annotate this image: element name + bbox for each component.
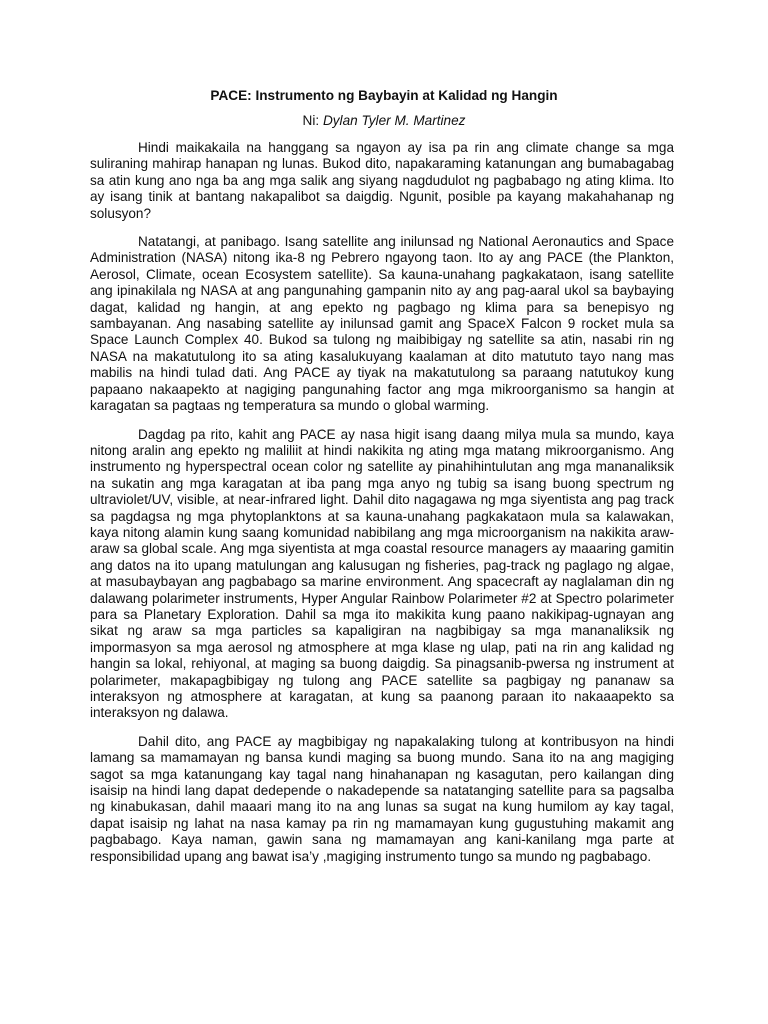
author-name: Dylan Tyler M. Martinez (322, 113, 466, 128)
paragraph-4: Dahil dito, ang PACE ay magbibigay ng napakalaking tulong at kontribusyon na hindi lamang sa mamamayan ng bansa kundi maging sa buong mundo. Sana ito na ang magiging sagot sa mga katanungang kay tagal nang hinahanapan ng kasagutan, pero kailangan ding isaisip na hindi lang dapat dedepende o nakadepende sa natatanging satellite para sa pagsalba ng kinabukasan, dahil maaari mang ito na ang lunas sa sugat na kung humilom ay kay tagal, dapat isaisip ng lahat na nasa kamay pa rin ng mamamayan kung gugustuhing makamit ang pagbabago. Kaya naman, gawin sana ng mamamayan ang kani-kanilang mga parte at responsibilidad upang ang bawat isa’y ,magiging instrumento tungo sa mundo ng pagbabago. (90, 733, 674, 864)
document-title: PACE: Instrumento ng Baybayin at Kalidad ng Hangin (210, 88, 558, 103)
document-body (90, 140, 674, 877)
paragraph-2: Natatangi, at panibago. Isang satellite ang inilunsad ng National Aeronautics and Space Administration (NASA) nitong ika-8 ng Pebrero ngayong taon. Ito ay ang PACE (the Plankton, Aerosol, Climate, ocean Ecosystem satellite). Sa kauna-unahang pagkakataon, isang satellite ang ipinakilala ng NASA at ang pangunahing gampanin nito ay ang pag-aaral ukol sa baybaying dagat, kalidad ng hangin, at ang epekto ng pagbago ng klima para sa benepisyo ng sambayanan. Ang nasabing satellite ay inilunsad gamit ang SpaceX Falcon 9 rocket mula sa Space Launch Complex 40. Bukod sa tulong ng maibibigay ng satellite sa atin, nasabi rin ng NASA na makatutulong ito sa ating kasalukuyang kaalaman at dito matututo tayo nang mas mabilis na hindi tulad dati. Ang PACE ay tiyak na makatutulong sa paraang natutukoy kung papaano nakaapekto at nagiging pangunahing factor ang mga mikroorganismo sa hangin at karagatan sa pagtaas ng temperatura sa mundo o global warming. (90, 234, 674, 414)
byline-prefix: Ni: (302, 113, 320, 128)
paragraph-1: Hindi maikakaila na hanggang sa ngayon ay isa pa rin ang climate change sa mga suliraning mahirap hanapan ng lunas. Bukod dito, napakaraming katanungan ang bumabagabag sa atin kung ano nga ba ang mga salik ang siyang nagdudulot ng pagbabago ng ating klima. Ito ay isang tinik at bantang nakapalibot sa daigdig. Ngunit, posible pa kayang makahahanap ng solusyon? (90, 140, 674, 221)
byline (0, 112, 768, 130)
paragraph-3: Dagdag pa rito, kahit ang PACE ay nasa higit isang daang milya mula sa mundo, kaya nitong aralin ang epekto ng maliliit at hindi nakikita ng ating mga matang mikroorganismo. Ang instrumento ng hyperspectral ocean color ng satellite ay pinahihintulutan ang mga mananaliksik na sukatin ang mga karagatan at iba pang mga anyo ng tubig sa isang buong spectrum ng ultraviolet/UV, visible, at near-infrared light. Dahil dito nagagawa ng mga siyentista ang pag track sa pagdagsa ng mga phytoplanktons at sa kauna-unahang pagkakataon mula sa kalawakan, kaya nitong alamin kung saang komunidad nabibilang ang mga microorganism na nakikita araw-araw sa global scale. Ang mga siyentista at mga coastal resource managers ay maaaring gamitin ang datos na ito upang matulungan ang kalusugan ng fisheries, pag-track ng paglago ng algae, at masubaybayan ang pagbabago sa marine environment. Ang spacecraft ay naglalaman din ng dalawang polarimeter instruments, Hyper Angular Rainbow Polarimeter #2 at Spectro polarimeter para sa Planetary Exploration. Dahil sa mga ito makikita kung paano nakikipag-ugnayan ang sikat ng araw sa mga particles sa kapaligiran na nagbibigay sa mga mananaliksik ng impormasyon sa mga aerosol ng atmosphere at mga klase ng ulap, pati na rin ang kalidad ng hangin sa lokal, rehiyonal, at maging sa buong daigdig. Sa pinagsanib-pwersa ng instrument at polarimeter, makapagbibigay ng tulong ang PACE satellite sa pagbigay ng pananaw sa interaksyon ng atmosphere at karagatan, at kung sa paanong paraan ito nakaaapekto sa interaksyon ng dalawa. (90, 426, 674, 721)
